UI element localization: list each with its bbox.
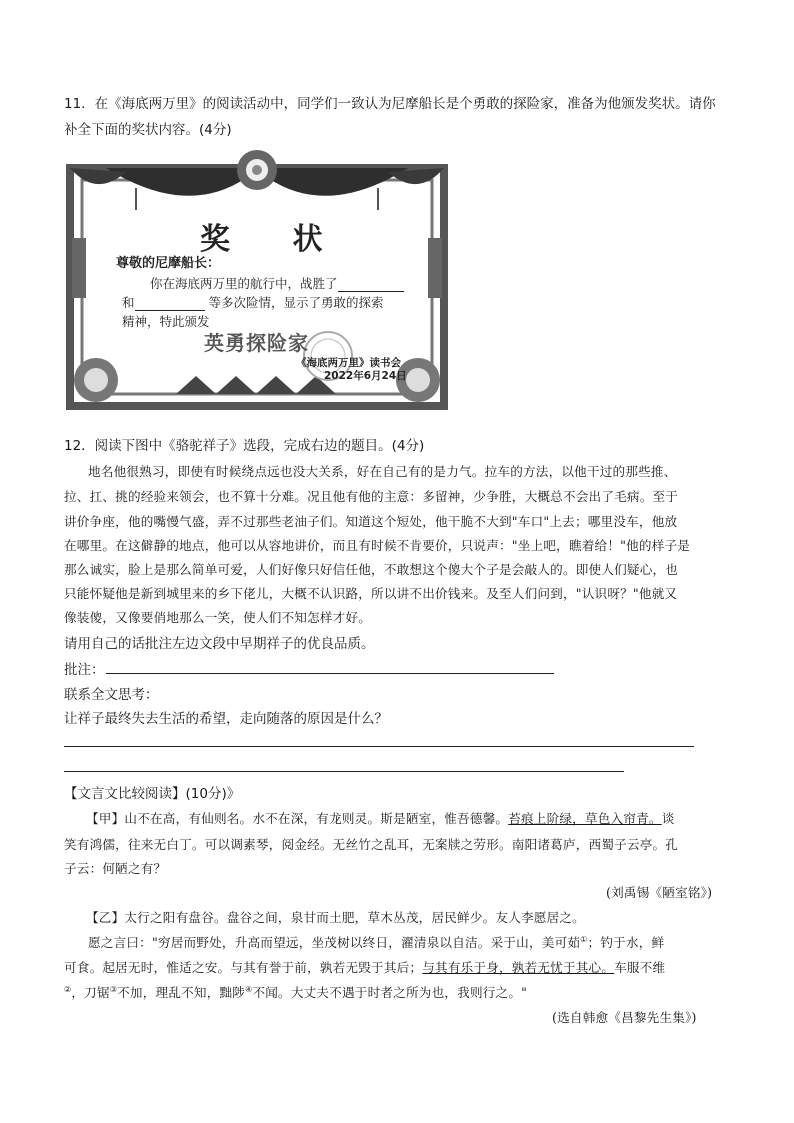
yi-line-4: ②，刀锯③不加，理乱不知，黜陟④不闻。大丈夫不遇于时者之所为也，我则行之。"	[64, 984, 528, 1000]
q12-prompt-2: 联系全文思考：	[64, 687, 159, 703]
passage-line-3: 讲价争座，他的嘴慢气盛，弄不过那些老油子们。知道这个短处，他干脆不大到"车口"上去；哪里没车，他放	[64, 514, 678, 529]
annotation-answer-line[interactable]	[106, 673, 554, 674]
certificate-body-line-1: 你在海底两万里的航行中，战胜了	[150, 274, 404, 292]
q12-header: 12．阅读下图中《骆驼祥子》选段，完成右边的题目。(4分)	[64, 438, 425, 454]
footnote-3-marker: ③	[109, 984, 118, 994]
certificate-body-line-2: 和 等多次险情，显示了勇敢的探索	[122, 295, 384, 310]
passage-line-1: 地名他很熟习，即使有时候绕点远也没大关系，好在自己有的是力气。拉车的方法，以他干过的那些推、	[88, 464, 677, 479]
certificate-salutation: 尊敬的尼摩船长：	[116, 256, 221, 271]
jia-underlined-sentence: 苔痕上阶绿，草色入帘青。	[508, 811, 662, 826]
certificate-issuer: 《海底两万里》读书会	[296, 357, 401, 369]
footnote-1-marker: ①	[580, 934, 588, 944]
certificate-date: 2022年6月24日	[324, 370, 407, 382]
footnote-2-marker: ②	[64, 984, 72, 994]
jia-line-1: 【甲】山不在高，有仙则名。水不在深，有龙则灵。斯是陋室，惟吾德馨。苔痕上阶绿，草色入帘青。谈	[86, 811, 675, 826]
passage-line-2: 拉、扛、挑的经验来领会，也不算十分难。况且他有他的主意：多留神，少争胜，大概总不会出了毛病。至于	[64, 489, 679, 504]
left-side-ornament	[72, 238, 86, 298]
certificate-blank-1[interactable]	[338, 291, 404, 292]
certificate-award-name: 英勇探险家	[204, 331, 309, 355]
right-side-ornament	[428, 238, 442, 298]
yi-line-2: 愿之言曰："穷居而野处，升高而望远，坐茂树以终日，濯清泉以自洁。采于山，美可茹①；钓于水，鲜	[88, 934, 665, 950]
passage-line-4: 在哪里。在这僻静的地点，他可以从容地讲价，而且有时候不肯要价，只说声："坐上吧，瞧着给！"他的样子是	[64, 538, 691, 553]
passage-line-6: 只能怀疑他是新到城里来的乡下佬儿，大概不认识路，所以讲不出价钱来。及至人们问到，"认识呀？"他就又	[64, 586, 678, 601]
passage-line-5: 那么诚实，脸上是那么简单可爱，人们好像只好信任他，不敢想这个傻大个子是会敲人的。即使人们疑心，也	[64, 562, 679, 577]
yi-line-1: 【乙】太行之阳有盘谷。盘谷之间，泉甘而土肥，草木丛茂，居民鲜少。友人李愿居之。	[86, 910, 585, 925]
jia-line-2: 笑有鸿儒，往来无白丁。可以调素琴，阅金经。无丝竹之乱耳，无案牍之劳形。南阳诸葛庐，西蜀子云亭。孔	[64, 837, 679, 852]
q11-line-2: 补全下面的奖状内容。(4分)	[64, 122, 232, 138]
passage-line-7: 像装傻，又像要俏地那么一笑，使人们不知怎样才好。	[64, 610, 372, 625]
jia-source: (刘禹锡《陋室铭》)	[606, 885, 713, 900]
q12-prompt-3: 让祥子最终失去生活的希望，走向随落的原因是什么？	[64, 711, 388, 727]
yi-source: (选自韩愈《昌黎先生集》)	[552, 1010, 697, 1025]
answer-line-1[interactable]	[64, 746, 694, 747]
annotation-label: 批注：	[64, 662, 105, 678]
answer-line-2[interactable]	[64, 771, 624, 772]
certificate-title: 奖 状	[200, 222, 349, 257]
certificate-blank-2[interactable]	[135, 310, 205, 311]
footnote-4-marker: ④	[245, 984, 253, 994]
classical-header: 【文言文比较阅读】(10分)》	[64, 786, 241, 802]
q11-line-1: 11．在《海底两万里》的阅读活动中，同学们一致认为尼摩船长是个勇敢的探险家，准备为他颁发奖状。请你	[64, 96, 716, 112]
certificate-body-line-3: 精神，特此颁发	[122, 314, 210, 329]
yi-line-3: 可食。起居无时，惟适之安。与其有誉于前，孰若无毁于其后；与其有乐于身，孰若无忧于其心。车服不维	[64, 960, 666, 975]
q12-prompt-1: 请用自己的话批注左边文段中早期祥子的优良品质。	[64, 636, 375, 652]
award-certificate	[66, 148, 448, 410]
yi-underlined-sentence: 与其有乐于身，孰若无忧于其心。	[422, 960, 615, 975]
jia-line-3: 子云：何陋之有？	[64, 861, 167, 876]
